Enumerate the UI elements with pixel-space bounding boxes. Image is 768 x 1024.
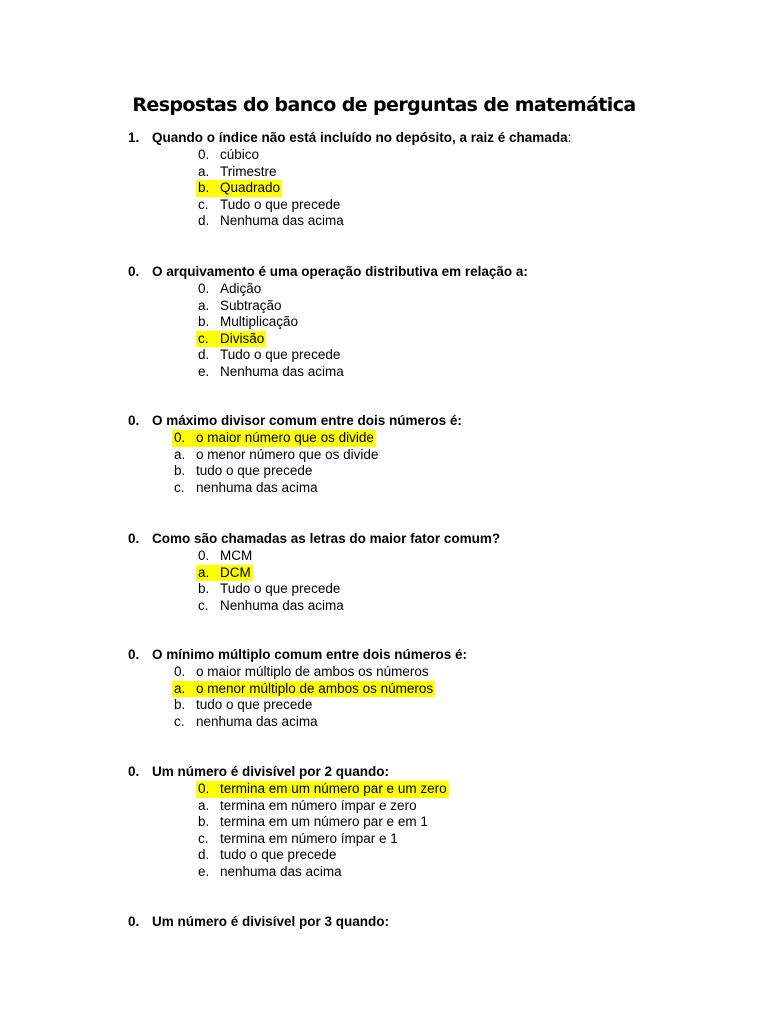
option-text: nenhuma das acima — [196, 479, 318, 495]
option-letter: 0. — [174, 430, 186, 445]
option-letter: a. — [198, 163, 210, 179]
option-letter: a. — [198, 564, 210, 580]
question-text — [152, 647, 467, 664]
option-letter: 0. — [198, 548, 210, 563]
option-text: tudo o que precede — [196, 697, 313, 712]
option-text: Tudo o que precede — [220, 347, 341, 362]
option-text: termina em número ímpar e zero — [220, 797, 417, 813]
question-text-suffix: : — [567, 130, 572, 145]
option-letter: d. — [198, 847, 210, 862]
question-number: 0. — [128, 764, 140, 779]
option-letter: c. — [198, 196, 209, 212]
option-letter: b. — [174, 463, 186, 478]
option-letter: b. — [198, 814, 210, 829]
option-text: o menor múltiplo de ambos os números — [196, 680, 434, 696]
option-text: tudo o que precede — [196, 463, 313, 478]
question-text — [152, 764, 389, 781]
question-text — [152, 914, 389, 931]
option-text: o maior número que os divide — [196, 430, 374, 445]
option-text: Multiplicação — [220, 314, 299, 329]
option-letter: c. — [174, 713, 185, 729]
question-number: 0. — [128, 647, 140, 662]
option-text: Tudo o que precede — [220, 581, 341, 596]
question-text-main: O máximo divisor comum entre dois números é: — [152, 413, 462, 428]
question-text — [152, 531, 500, 548]
document-title: Respostas do banco de perguntas de matemática — [132, 94, 636, 116]
question-number: 0. — [128, 531, 140, 546]
option-letter: 0. — [174, 664, 186, 679]
option-letter: 0. — [198, 781, 210, 796]
option-letter: a. — [174, 446, 186, 462]
option-text: Trimestre — [220, 163, 277, 179]
option-text: termina em número ímpar e 1 — [220, 830, 398, 846]
option-letter: d. — [198, 347, 210, 362]
option-letter: e. — [198, 863, 210, 879]
option-text: nenhuma das acima — [220, 863, 342, 879]
question-text-main: Um número é divisível por 3 quando: — [152, 914, 390, 929]
option-text: Nenhuma das acima — [220, 363, 344, 379]
option-letter: 0. — [198, 281, 210, 296]
question-number: 1. — [128, 130, 140, 145]
question-text-main: O mínimo múltiplo comum entre dois números é: — [152, 647, 468, 662]
option-letter: b. — [198, 314, 210, 329]
option-letter: c. — [198, 597, 209, 613]
option-text: nenhuma das acima — [196, 713, 318, 729]
question-number: 0. — [128, 413, 140, 428]
option-text: Nenhuma das acima — [220, 597, 344, 613]
question-text — [152, 130, 571, 147]
option-letter: a. — [198, 797, 210, 813]
option-letter: c. — [198, 830, 209, 846]
question-text-main: Quando o índice não está incluído no depósito, a raiz é chamada — [152, 130, 568, 145]
option-text: Tudo o que precede — [220, 196, 341, 212]
question-number: 0. — [128, 264, 140, 279]
option-text: Nenhuma das acima — [220, 213, 344, 228]
option-text: termina em um número par e em 1 — [220, 814, 428, 829]
option-letter: b. — [198, 180, 210, 195]
option-letter: e. — [198, 363, 210, 379]
option-text: o maior múltiplo de ambos os números — [196, 664, 429, 679]
option-text: Subtração — [220, 297, 282, 313]
option-text: DCM — [220, 564, 251, 580]
option-letter: c. — [174, 479, 185, 495]
option-letter: a. — [174, 680, 186, 696]
option-letter: b. — [198, 581, 210, 596]
option-letter: b. — [174, 697, 186, 712]
question-number: 0. — [128, 914, 140, 929]
question-text-main: Um número é divisível por 2 quando: — [152, 764, 390, 779]
option-text: Divisão — [220, 330, 265, 346]
question-text — [152, 264, 528, 281]
option-text: o menor número que os divide — [196, 446, 379, 462]
option-text: termina em um número par e um zero — [220, 781, 447, 796]
option-letter: d. — [198, 213, 210, 228]
option-letter: c. — [198, 330, 209, 346]
question-text-main: O arquivamento é uma operação distributiva em relação a: — [152, 264, 528, 279]
question-text — [152, 413, 462, 430]
option-text: Adição — [220, 281, 262, 296]
option-text: tudo o que precede — [220, 847, 337, 862]
option-text: cúbico — [220, 147, 260, 162]
option-text: Quadrado — [220, 180, 281, 195]
option-letter: a. — [198, 297, 210, 313]
option-text: MCM — [220, 548, 253, 563]
question-text-main: Como são chamadas as letras do maior fator comum? — [152, 531, 501, 546]
option-letter: 0. — [198, 147, 210, 162]
